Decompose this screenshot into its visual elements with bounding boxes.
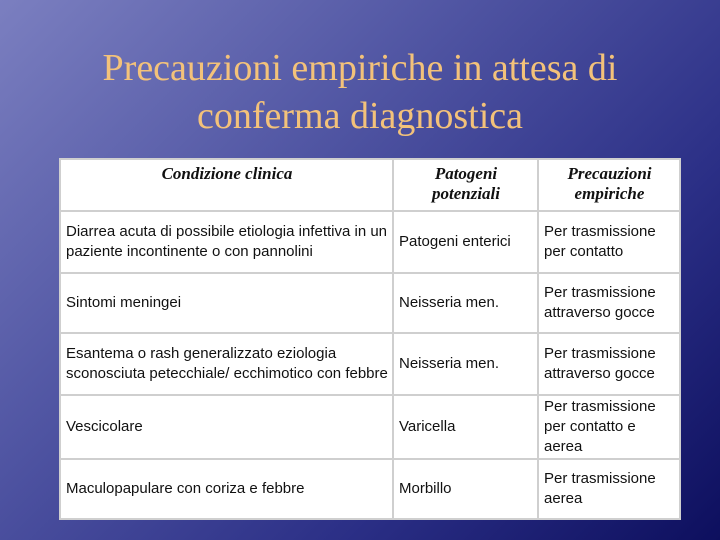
table-row <box>60 333 680 395</box>
cell-condizione: Vescicolare <box>60 395 393 459</box>
cell-patogeni: Patogeni enterici <box>393 211 538 273</box>
cell-precauzioni: Per trasmissione per contatto <box>538 211 680 273</box>
cell-condizione: Diarrea acuta di possibile etiologia infettiva in un paziente incontinente o con pannolini <box>60 211 393 273</box>
cell-precauzioni: Per trasmissione aerea <box>538 459 680 519</box>
table-row <box>60 395 680 459</box>
cell-precauzioni: Per trasmissione attraverso gocce <box>538 333 680 395</box>
slide-title <box>0 44 720 140</box>
header-patogeni: Patogeni potenziali <box>393 159 538 211</box>
cell-patogeni: Morbillo <box>393 459 538 519</box>
cell-condizione: Maculopapulare con coriza e febbre <box>60 459 393 519</box>
cell-condizione: Esantema o rash generalizzato eziologia sconosciuta petecchiale/ ecchimotico con febbre <box>60 333 393 395</box>
cell-patogeni: Neisseria men. <box>393 273 538 333</box>
cell-precauzioni: Per trasmissione per contatto e aerea <box>538 395 680 459</box>
cell-patogeni: Varicella <box>393 395 538 459</box>
cell-condizione: Sintomi meningei <box>60 273 393 333</box>
table-row <box>60 273 680 333</box>
header-precauzioni: Precauzioni empiriche <box>538 159 680 211</box>
precautions-table <box>59 158 681 520</box>
header-condizione: Condizione clinica <box>60 159 393 211</box>
table-header-row <box>60 159 680 211</box>
cell-precauzioni: Per trasmissione attraverso gocce <box>538 273 680 333</box>
table-row <box>60 459 680 519</box>
slide-title-line-2: conferma diagnostica <box>196 95 524 137</box>
slide-title-line-1: Precauzioni empiriche in attesa di <box>102 47 618 89</box>
cell-patogeni: Neisseria men. <box>393 333 538 395</box>
table-row <box>60 211 680 273</box>
